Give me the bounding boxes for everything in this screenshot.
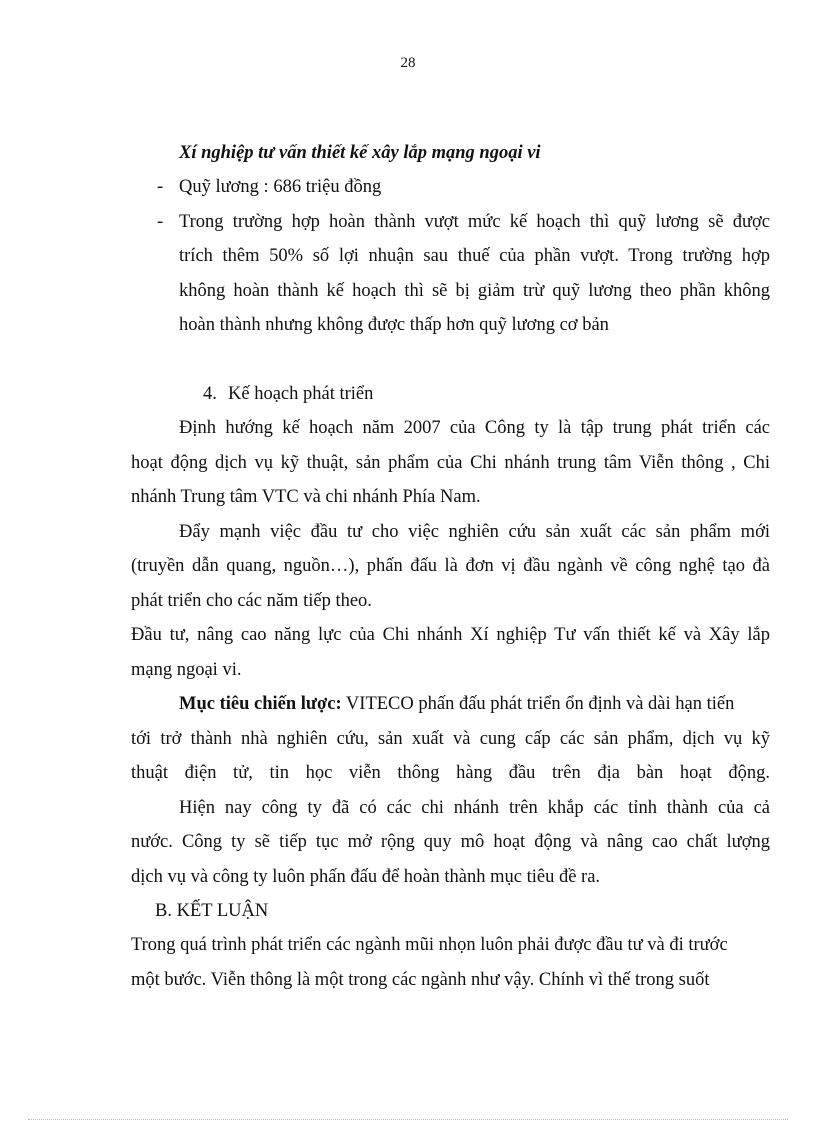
bullet-text: Quỹ lương : 686 triệu đồng [179, 177, 382, 197]
bullet-text: trích thêm 50% số lợi nhuận sau thuế của phần vượt. Trong trường hợp [179, 246, 770, 266]
paragraph-line: dịch vụ và công ty luôn phấn đấu để hoàn thành mục tiêu đề ra. [131, 867, 601, 887]
conclusion-line: một bước. Viễn thông là một trong các ngành như vậy. Chính vì thế trong suốt [131, 970, 710, 990]
bullet-text: hoàn thành nhưng không được thấp hơn quỹ lương cơ bản [179, 315, 609, 335]
paragraph-line: Định hướng kế hoạch năm 2007 của Công ty là tập trung phát triển các [179, 418, 770, 438]
paragraph-line: nhánh Trung tâm VTC và chi nhánh Phía Nam. [131, 487, 481, 507]
paragraph-line: tới trở thành nhà nghiên cứu, sản xuất và cung cấp các sản phẩm, dịch vụ kỹ [131, 729, 770, 749]
section-b-heading: B. KẾT LUẬN [155, 901, 269, 921]
strategy-lead: Mục tiêu chiến lược: [179, 694, 342, 714]
paragraph-line: mạng ngoại vi. [131, 660, 242, 680]
bullet-text: không hoàn thành kế hoạch thì sẽ bị giảm trừ quỹ lương theo phần không [179, 281, 770, 301]
paragraph-line: Hiện nay công ty đã có các chi nhánh trên khắp các tỉnh thành của cả [179, 798, 770, 818]
paragraph-line: nước. Công ty sẽ tiếp tục mở rộng quy mô hoạt động và nâng cao chất lượng [131, 832, 770, 852]
paragraph-line: hoạt động dịch vụ kỹ thuật, sản phẩm của Chi nhánh trung tâm Viễn thông , Chi [131, 453, 770, 473]
page-number: 28 [400, 55, 416, 71]
paragraph-line: Đầu tư, nâng cao năng lực của Chi nhánh Xí nghiệp Tư vấn thiết kế và Xây lắp [131, 625, 770, 645]
paragraph-line: (truyền dẫn quang, nguồn…), phấn đấu là đơn vị đầu ngành về công nghệ tạo đà [131, 556, 770, 576]
page-bottom-rule [28, 1119, 788, 1120]
numbered-heading-number: 4. [203, 384, 217, 404]
numbered-heading-text: Kế hoạch phát triển [228, 384, 374, 404]
paragraph-line: thuật điện tử, tin học viễn thông hàng đầu trên địa bàn hoạt động. [131, 763, 770, 783]
paragraph-line: phát triển cho các năm tiếp theo. [131, 591, 372, 611]
paragraph-line: Đẩy mạnh việc đầu tư cho việc nghiên cứu sản xuất các sản phẩm mới [179, 522, 770, 542]
bullet-text: Trong trường hợp hoàn thành vượt mức kế hoạch thì quỹ lương sẽ được [179, 212, 770, 232]
paragraph-line [179, 692, 770, 716]
bullet-marker: - [157, 212, 164, 232]
bullet-marker: - [157, 177, 164, 197]
conclusion-line: Trong quá trình phát triển các ngành mũi nhọn luôn phải được đầu tư và đi trước [131, 935, 728, 955]
section-heading: Xí nghiệp tư vấn thiết kế xây lắp mạng ngoại vi [179, 143, 541, 163]
strategy-text: VITECO phấn đấu phát triển ổn định và dài hạn tiến [341, 694, 735, 714]
